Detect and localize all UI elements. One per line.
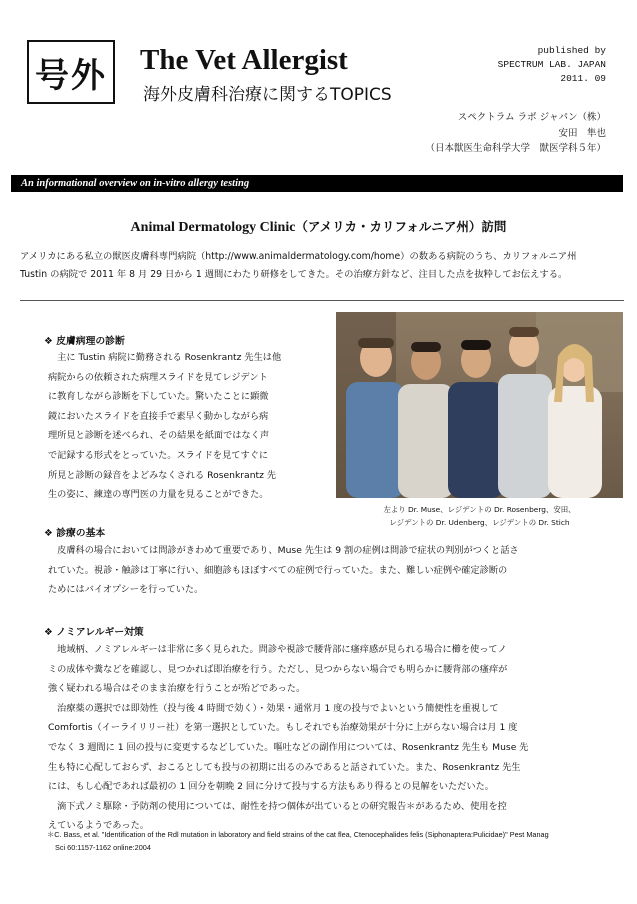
- section-body-basics: [48, 541, 519, 600]
- text-line: 理所見と診断を述べられ、その結果を紙面ではなく声: [48, 430, 270, 442]
- text-line: 治療薬の選択では即効性（投与後 4 時間で効く）・効果・通常月 1 度の投与でよいという簡便性を重視して: [48, 702, 499, 714]
- publisher-name: SPECTRUM LAB. JAPAN: [497, 59, 606, 70]
- text-line: でなく 3 週間に 1 回の投与に変更するなどしていた。嘔吐などの副作用については、Rosenkrantz 先生も Muse 先: [48, 741, 529, 753]
- photo-caption: [336, 503, 623, 529]
- company-name: スペクトラム ラボ ジャパン（株）: [457, 112, 606, 123]
- section-body-flea: [48, 640, 528, 836]
- text-line: 主に Tustin 病院に勤務される Rosenkrantz 先生は他: [48, 352, 282, 363]
- section-heading-basics: ❖ 診療の基本: [44, 528, 106, 539]
- banner: An informational overview on in-vitro allergy testing: [11, 175, 623, 192]
- text-line: 地域柄、ノミアレルギーは非常に多く見られた。問診や視診で腰背部に瘙痒感が見られる場合に櫛を使ってノ: [48, 644, 507, 655]
- intro-line: アメリカにある私立の獣医皮膚科専門病院（http://www.animaldermatology.com/home）の数ある病院のうち、カリフォルニア州: [20, 251, 577, 262]
- author-block: [425, 110, 606, 157]
- gogai-badge: 号外: [27, 40, 115, 104]
- article-title-en: Animal Dermatology Clinic: [130, 220, 296, 235]
- text-line: には、もし心配であれば最初の 1 回分を朝晩 2 回に分けて投与する方法もあり得るとの見解をいただいた。: [48, 781, 494, 793]
- text-line: ためにはバイオプシーを行っていた。: [48, 584, 204, 596]
- text-line: に教育しながら診断を下していた。驚いたことに顕微: [48, 391, 269, 403]
- author-affiliation: （日本獣医生命科学大学 獣医学科５年）: [425, 143, 606, 154]
- text-line: 病院からの依頼された病理スライドを見てレジデント: [48, 371, 268, 383]
- article-title-ja: （アメリカ・カリフォルニア州）訪問: [295, 219, 507, 234]
- intro-line: Tustin の病院で 2011 年 8 月 29 日から 1 週間にわたり研修をしてきた。その治療方針など、注目した点を抜粋してお伝えする。: [20, 269, 568, 280]
- footnote-line: ＊C. Bass, et al. "Identification of the Rdl mutation in laboratory and field strains of the cat flea, Ctenocephalides felis (Siphonaptera:Pulicidae)" Pest Manag: [47, 830, 549, 839]
- text-line: 強く疑われる場合はそのまま治療を行うことが殆どであった。: [48, 683, 306, 695]
- section-body-pathology: [48, 348, 281, 505]
- text-line: ミの成体や糞などを確認し、見つかれば即治療を行う。ただし、見つからない場合でも明らかに腰背部の瘙痒が: [48, 663, 508, 675]
- text-line: 生も特に心配しておらず、おこるとしても投与の初期に出るのみであると話されていた。また、Rosenkrantz 先生: [48, 761, 521, 773]
- caption-line: 左より Dr. Muse、レジデントの Dr. Rosenberg、安田、: [383, 505, 576, 514]
- group-photo-illustration: [336, 312, 623, 498]
- issue-date: 2011. 09: [560, 73, 606, 84]
- text-line: Comfortis（イーライリリー社）を第一選択としていた。もしそれでも治療効果が十分に上がらない場合は月 1 度: [48, 722, 518, 734]
- text-line: 鏡においたスライドを直接手で素早く動かしながら病: [48, 410, 269, 422]
- group-photo: [336, 312, 623, 498]
- section-heading-flea: ❖ ノミアレルギー対策: [44, 627, 144, 638]
- newsletter-subtitle: 海外皮膚科治療に関するTOPICS: [143, 85, 392, 105]
- article-title: [0, 217, 637, 236]
- text-line: 滴下式ノミ駆除・予防剤の使用については、耐性を持つ個体が出ているとの研究報告＊があるため、使用を控: [48, 800, 507, 812]
- published-by: published by: [537, 45, 606, 56]
- text-line: 生の姿に、練達の専門医の力量を見ることができた。: [48, 489, 269, 501]
- article-intro: [20, 248, 624, 284]
- text-line: 所見と診断の録音をよどみなくされる Rosenkrantz 先: [48, 469, 277, 481]
- text-line: 皮膚科の場合においては問診がきわめて重要であり、Muse 先生は 9 割の症例は問診で症状の判別がつくと話さ: [48, 545, 519, 556]
- footnote: [47, 828, 549, 854]
- text-line: れていた。視診・触診は丁寧に行い、細胞診もほぼすべての症例で行っていた。また、難しい症例や確定診断の: [48, 564, 508, 576]
- footnote-line: Sci 60:1157-1162 online:2004: [55, 843, 151, 852]
- publisher-block: [498, 44, 606, 86]
- caption-line: レジデントの Dr. Udenberg、レジデントの Dr. Stich: [389, 518, 570, 527]
- section-heading-pathology: ❖ 皮膚病理の診断: [44, 336, 125, 347]
- text-line: で記録する形式をとっていた。スライドを見てすぐに: [48, 449, 269, 461]
- newsletter-title: The Vet Allergist: [140, 44, 348, 76]
- divider: [20, 300, 624, 301]
- text-line: えているようであった。: [48, 820, 149, 832]
- author-name: 安田 隼也: [558, 127, 606, 139]
